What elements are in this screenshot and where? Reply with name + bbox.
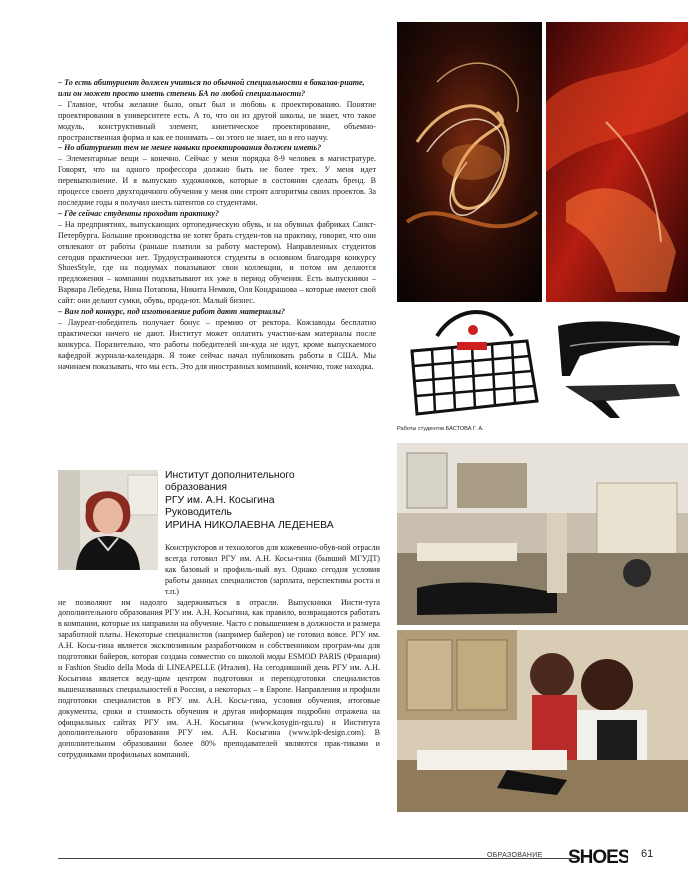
interview-question: – То есть абитуриент должен учиться по обычной специальности в бакалав-риате, или он может просто иметь степень БА по любой специальности? [58, 78, 365, 98]
interview-answer: – Элементарные вещи – конечно. Сейчас у меня порядка 8-9 человек в магистратуре. Говорят, что на одного профессора должно быть не более трех. У меня идет перевыполнение. И я выпускаю художников, которые в состоянии сделать бренд. В процессе своего двухгодичного обучения у меня они строят алгоритмы своих проектов. За последние годы я получил шесть патентов со студентами. [58, 154, 376, 207]
interview-question: – Где сейчас студенты проходят практику? [58, 208, 220, 218]
article-text [58, 78, 376, 372]
photo-caption: Работы студентов БАСТОВА Г. А. [397, 426, 484, 432]
interview-answer: – Главное, чтобы желание было, опыт был и любовь к проектированию. Понятие проектирования в университете есть. А то, что он из другой школы, не знает, что такое модуль, конструктивный элемент, кинетическое проектирование, объемно-пространственная форма и как ее понимать – он этого не знает, но я его научу. [58, 99, 376, 142]
director-name: ИРИНА НИКОЛАЕВНА ЛЕДЕНЕВА [165, 519, 334, 531]
page-number: 61 [641, 848, 654, 860]
workshop-sewing-photo [397, 443, 688, 625]
institute-heading [165, 470, 380, 532]
interview-answer: – Лауреат-победитель получает бонус – премию от ректора. Кожзаводы бесплатно практически ничего не дают. Институт может оплатить участни-кам материалы после конкурса. Поразительно, что работы победителей ни-куда не идут, кроме выпускаемого кафедрой журнала-календаря. Я тоже сейчас начал публиковать работы в США. Мы начинаем показывать, что мы есть. Это для иностранных компаний, конечно, тоже находка. [58, 317, 376, 371]
institute-body: не позволяют им надолго задерживаться в отрасли. Выпускники Инсти-тута дополнительного образования РГУ им. А.Н. Косыгина, как правило, возвращаются работать в компании, которые их направили на обучение. Часто с повышением в должности и размера заработной платы. Некоторые специалистов (например байеров) не готовил вовсе. РГУ им. А.Н. Косы-гина является эксклюзивным разработчиком и собственником програм-мы для подготовки байеров, которая создана совместно со школой моды ESMOD PARIS (Франция) и Fashion Studio della Moda di LINEAPELLE (Италия). На сегодняшний день РГУ им. А.Н. Косыгина является веду-щим центром подготовки и переподготовки специалистов вышеназванных специальностей в России, а некоторых – в Европе. Направления и профили подготовки специалистов в РГУ им. А.Н. Косы-гина, условия обучения, итоговые документы, сроки и стоимость обучения и другая информация подробно отражена на официальных сайтах РГУ им. А.Н. Косыгина (www.kosygin-rgu.ru) и Института дополнительного образования РГУ им. А.Н. Косыгина (www.ipk-design.com). В дополнительном образовании более 80% преподавателей являются прак-тиками и сотрудниками профильных компаний. [58, 597, 380, 760]
institute-title-line: образования [165, 482, 227, 494]
institute-title-line: РГУ им. А.Н. Косыгина [165, 494, 275, 506]
institute-lead: Конструкторов и технологов для кожевенно-обув-ной отрасли всегда готовил РГУ им. А.Н. Косы-гина (бывший МГУДТ) как базовый и профиль-ный вуз. Однако сегодня условия работы данных специалистов (зарплата, перспективы роста и т.п.) [165, 543, 380, 596]
heel-shoe-sketch [550, 306, 688, 421]
red-flame-shoe-photo [546, 22, 688, 302]
institute-title-line: Институт дополнительного [165, 470, 295, 481]
section-label: ОБРАЗОВАНИЕ [487, 852, 543, 859]
interview-answer: – На предприятиях, выпускающих ортопедическую обувь, и на обувных фабриках Санкт-Петербурга. Большие производства не хотят брать студен-тов на практику, говорят, что они отвлекают от работы (раньше платили за работу мастером). Направленных студентов сегодня практически нет. Трудоустраиваются студенты в основном благодаря конкурсу ShoesStyle, где на подиумах показывают свои коллекции, и потом им делаются предложения – компании подхватывают их уже в период обучения. Есть выпускники – Варвара Лебедева, Нина Потапова, Никита Немков, Оля Кондрашова – которые имеют свой сайт: они делают сумки, обувь, прода-ют. Малый бизнес. [58, 219, 376, 306]
logo-text: SHOES [568, 847, 628, 867]
interview-question: – Вам под конкурс, под изготовление работ дают материалы? [58, 307, 286, 317]
shoes-logo [566, 845, 628, 867]
institute-title-line: Руководитель [165, 507, 232, 519]
workshop-students-photo [397, 630, 688, 812]
fire-swirl-shoe-photo [397, 22, 542, 302]
interview-question: – Но абитуриент тем не менее навыки проектирования должен иметь? [58, 143, 322, 153]
institute-text [58, 543, 380, 761]
plaid-bag-sketch [397, 306, 547, 421]
